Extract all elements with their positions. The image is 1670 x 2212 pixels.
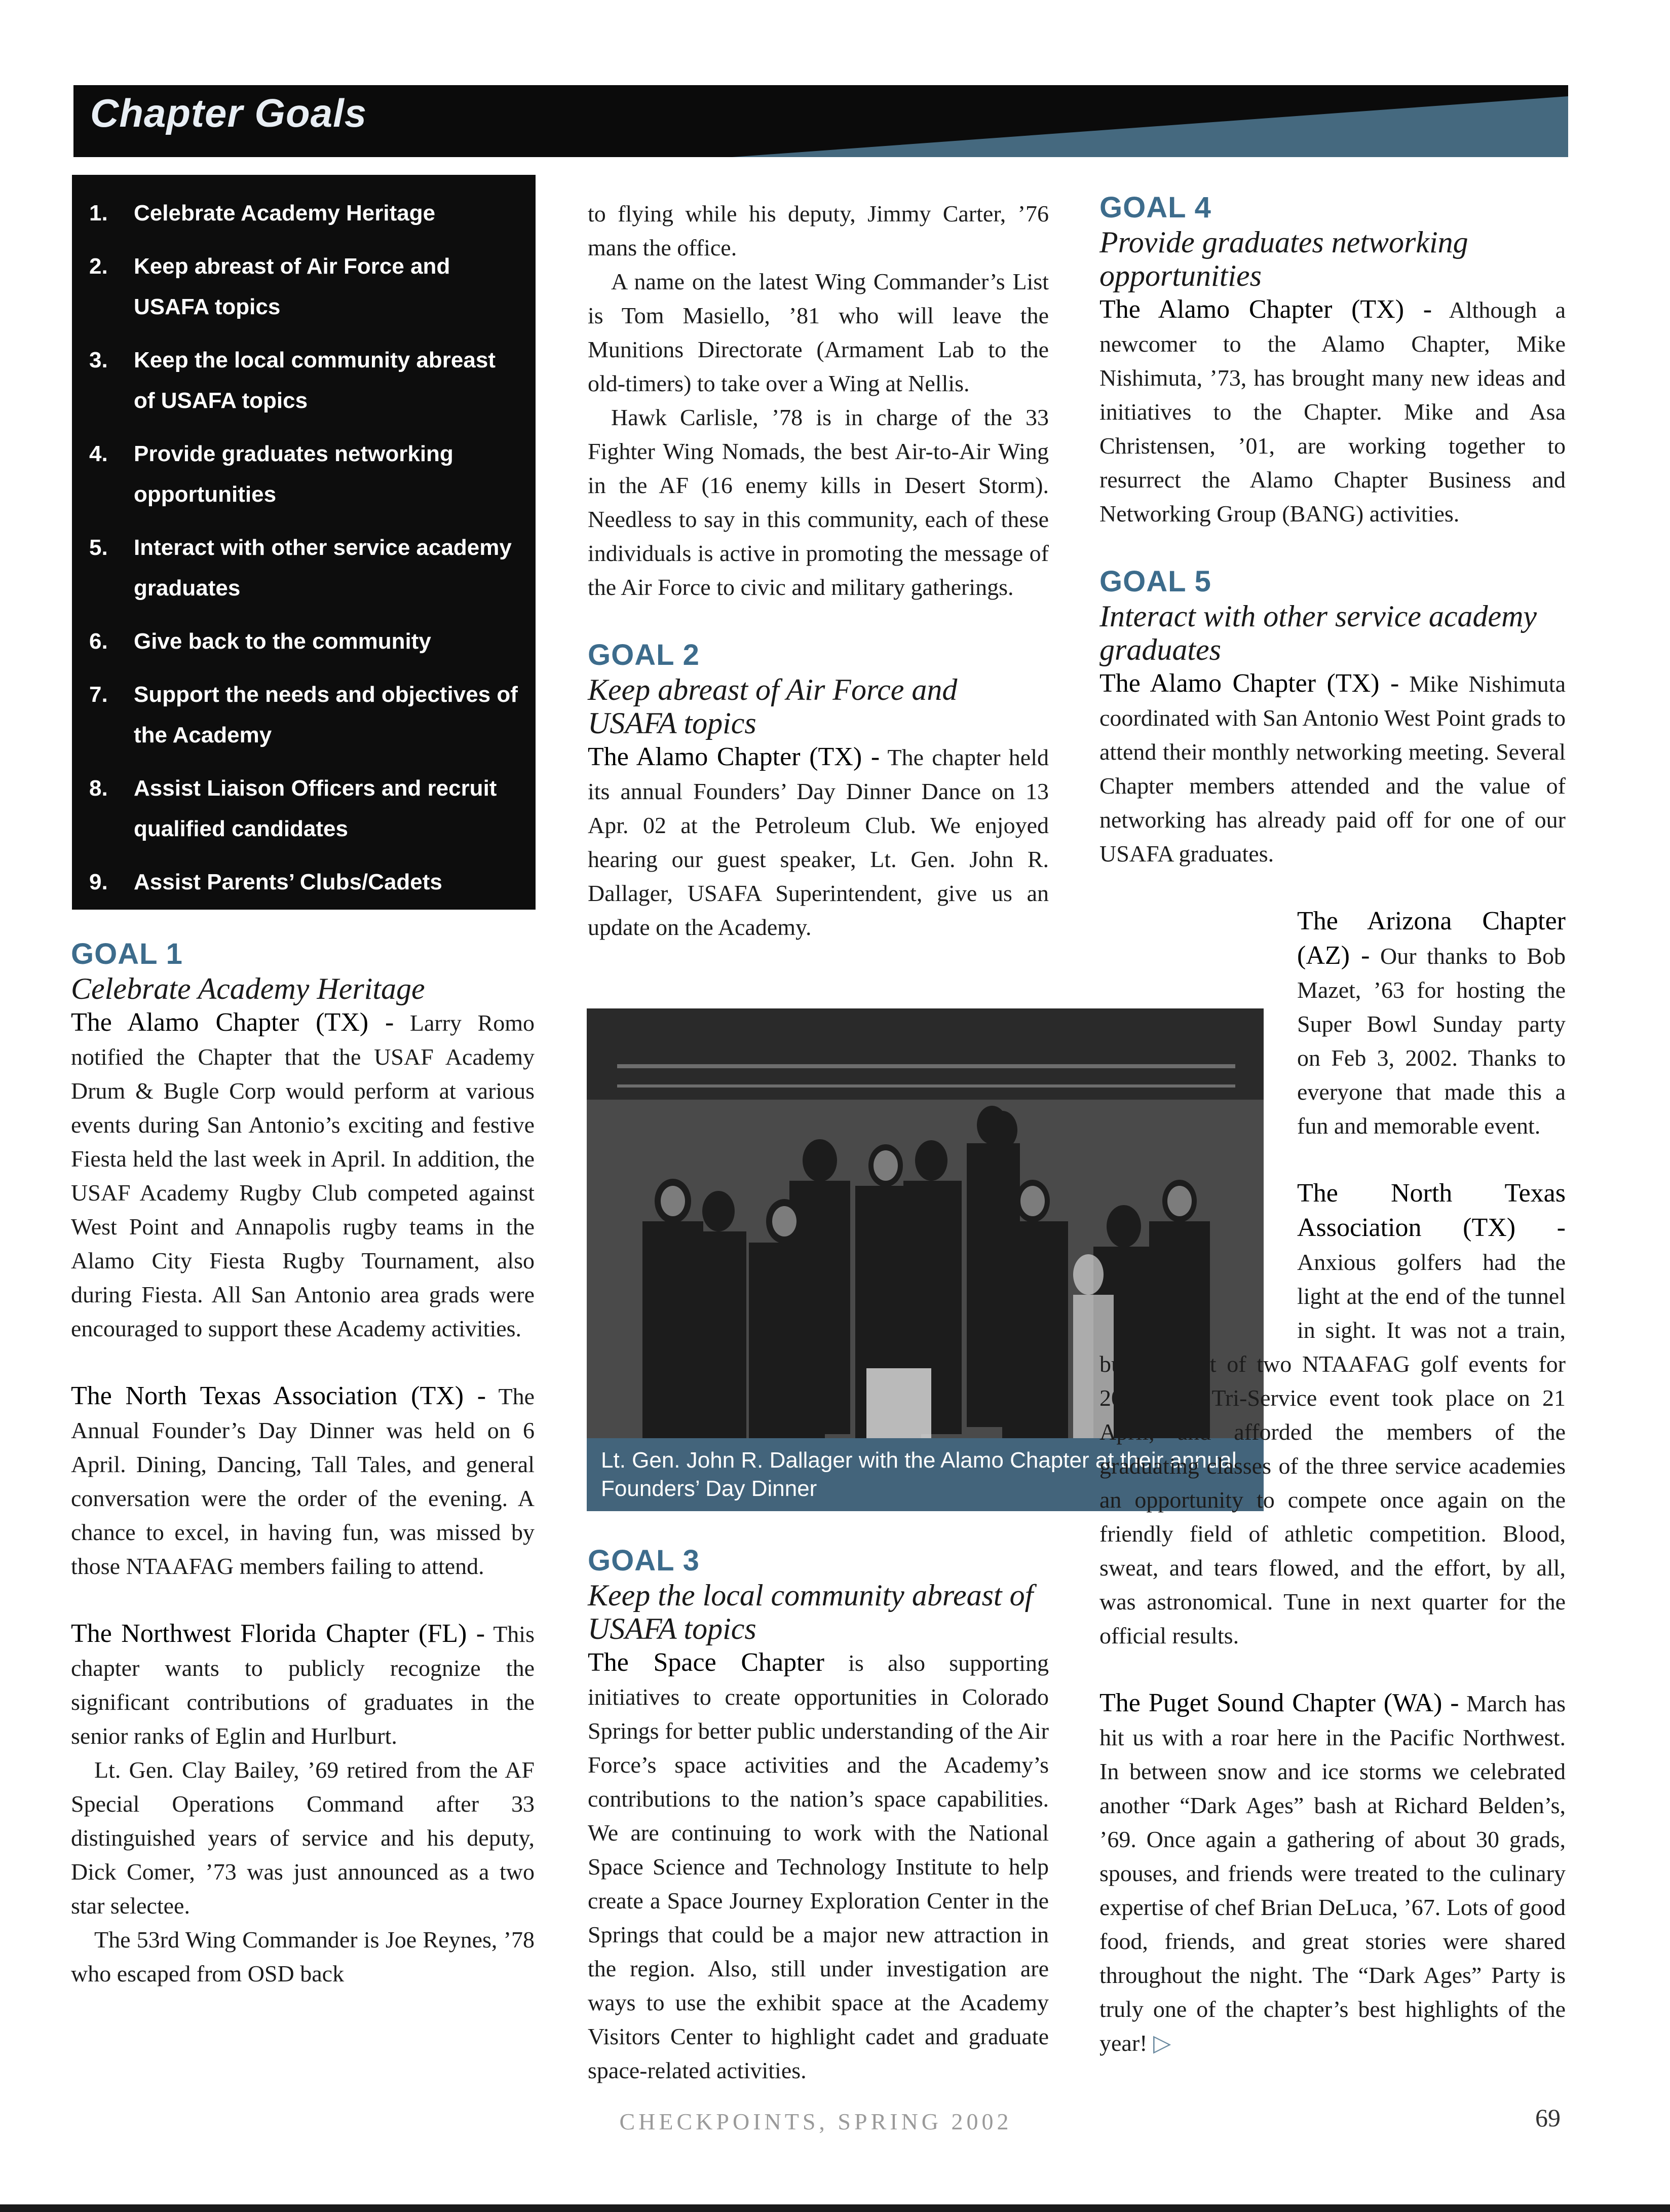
- goal-number: 1.: [89, 201, 108, 226]
- chapter-name: The North Texas Association (TX) -: [1297, 1179, 1566, 1242]
- goal-5-puget-sound-paragraph: [1099, 1686, 1566, 2060]
- paragraph-text: March has hit us with a roar here in the Pacific Northwest. In between snow and ice storms we celebrated another “Dark Ages” bash at Richard Belden’s, ’69. Once again a gathering of about 30 grads, spouses, and friends were treated to the culinary expertise of chef Brian DeLuca, ’67. Lots of good food, friends, and great stories were shared throughout the night. The “Dark Ages” Party is truly one of the chapter’s best highlights of the year!: [1099, 1691, 1566, 2056]
- goal-2-title: Keep abreast of Air Force and USAFA topics: [588, 673, 958, 740]
- goal-text: Assist Liaison Officers and recruit qualified candidates: [134, 776, 497, 841]
- chapter-name: The Alamo Chapter (TX) -: [71, 1008, 394, 1037]
- photo-caption: Lt. Gen. John R. Dallager with the Alamo Chapter at their annual Founders’ Day Dinner: [587, 1438, 1264, 1511]
- goal-number: 6.: [89, 629, 108, 654]
- goals-list-item: [87, 246, 520, 327]
- goal-2-alamo-paragraph: [588, 740, 1049, 944]
- paragraph-text: Larry Romo notified the Chapter that the USAF Academy Drum & Bugle Corp would perform at various events during San Antonio’s exciting and festive Fiesta held the last week in April. In addition, the USAF Academy Rugby Club competed against West Point and Annapolis rugby teams in the Alamo City Fiesta Rugby Tournament, also during Fiesta. All San Antonio area grads were encouraged to support these Academy activities.: [71, 1010, 535, 1341]
- paragraph-text: This chapter wants to publicly recognize the significant contributions of graduates in the senior ranks of Eglin and Hurlburt.: [71, 1621, 535, 1749]
- paragraph-text: A name on the latest Wing Commander’s List is Tom Masiello, ’81 who will leave the Munitions Directorate (Armament Lab to the old-timers) to take over a Wing at Nellis.: [588, 269, 1049, 396]
- goal-text: Keep abreast of Air Force and USAFA topics: [134, 254, 450, 319]
- paragraph-text: Mike Nishimuta coordinated with San Antonio West Point grads to attend their monthly networking meeting. Several Chapter members attended and the value of networking has already paid off for one of our USAFA graduates.: [1099, 671, 1566, 867]
- goal-4-alamo-paragraph: [1099, 292, 1566, 531]
- goal-4-label: GOAL 4: [1099, 191, 1211, 224]
- page-title: Chapter Goals: [90, 91, 367, 135]
- paragraph-text: The chapter held its annual Founders’ Day Dinner Dance on 13 Apr. 02 at the Petroleum Club. We enjoyed hearing our guest speaker, Lt. Gen. John R. Dallager, USAFA Superintendent, give us an update on the Academy.: [588, 744, 1049, 940]
- goal-text: Support the needs and objectives of the Academy: [134, 682, 518, 747]
- bottom-rule: [0, 2204, 1670, 2212]
- goal-number: 3.: [89, 348, 108, 372]
- goal-3-label: GOAL 3: [588, 1544, 700, 1577]
- goals-list-box: [72, 175, 536, 910]
- chapter-name: The Alamo Chapter (TX) -: [1099, 669, 1399, 698]
- goal-4-title: Provide graduates networking opportunities: [1099, 226, 1468, 292]
- goal-text: Provide graduates networking opportunities: [134, 441, 453, 507]
- goal-number: 8.: [89, 776, 108, 801]
- chapter-name: The Puget Sound Chapter (WA) -: [1099, 1689, 1459, 1717]
- goals-list-item: [87, 528, 520, 609]
- paragraph-text: Lt. Gen. Clay Bailey, ’69 retired from the AF Special Operations Command after 33 distinguished years of service and his deputy, Dick Comer, ’73 was just announced as a two star selectee.: [71, 1757, 535, 1919]
- paragraph-text: Although a newcomer to the Alamo Chapter, Mike Nishimuta, ’73, has brought many new ideas and initiatives to the Chapter. Mike and Asa Christensen, ’01, are working together to resurrect the Alamo Chapter Business and Networking Group (BANG) activities.: [1099, 297, 1566, 527]
- goal-1-label: GOAL 1: [71, 938, 183, 970]
- goal-text: Assist Parents’ Clubs/Cadets: [134, 870, 442, 894]
- paragraph-text: to flying while his deputy, Jimmy Carter, ’76 mans the office.: [588, 201, 1049, 260]
- page-number: 69: [1535, 2104, 1561, 2132]
- continue-arrow-icon: ▷: [1153, 2030, 1171, 2056]
- chapter-name: The Space Chapter: [588, 1648, 824, 1677]
- goal-5-title: Interact with other service academy graduates: [1099, 599, 1537, 666]
- goal-text: Keep the local community abreast of USAFA topics: [134, 348, 496, 413]
- paragraph-text: The Annual Founder’s Day Dinner was held on 6 April. Dining, Dancing, Tall Tales, and general conversation were the order of the evening. A chance to excel, in having fun, was missed by those NTAAFAG members failing to attend.: [71, 1383, 535, 1579]
- column-1: [71, 936, 535, 1991]
- paragraph-text: Anxious golfers had the light at the end of the tunnel in sight. It was not a train, but the first of two NTAAFAG golf events for 2002. The Tri-Service event took place on 21 April, and afforded the members of the graduating classes of the three service academies an opportunity to compete once again on the friendly field of athletic competition. Blood, sweat, and tears flowed, and the effort, by all, was astronomical. Tune in next quarter for the official results.: [1099, 1249, 1566, 1648]
- paragraph-text: Our thanks to Bob Mazet, ’63 for hosting the Super Bowl Sunday party on Feb 3, 2002. Thanks to everyone that made this a fun and memorable event.: [1297, 943, 1566, 1139]
- goal-1-northwest-florida-paragraph: [71, 1617, 535, 1753]
- column-3: [1099, 190, 1566, 2060]
- goals-list-item: [87, 193, 520, 234]
- goal-number: 4.: [89, 441, 108, 466]
- goal-2-label: GOAL 2: [588, 639, 700, 671]
- column-2-bottom: [588, 1543, 1049, 2087]
- chapter-name: The Arizona Chapter (AZ) -: [1297, 907, 1566, 970]
- goal-3-title: Keep the local community abreast of USAFA topics: [588, 1579, 1034, 1645]
- paragraph-text: Hawk Carlisle, ’78 is in charge of the 33 Fighter Wing Nomads, the best Air-to-Air Wing in the AF (16 enemy kills in Desert Storm). Needless to say in this community, each of these individuals is active in promoting the message of the Air Force to civic and military gatherings.: [588, 404, 1049, 600]
- goals-list-item: [87, 434, 520, 515]
- goal-number: 7.: [89, 682, 108, 707]
- goal-number: 5.: [89, 535, 108, 560]
- goal-3-space-paragraph: [588, 1645, 1049, 2087]
- goals-list-item: [87, 621, 520, 662]
- goal-5-alamo-paragraph: [1099, 666, 1566, 871]
- goal-number: 9.: [89, 870, 108, 894]
- paragraph-text: The 53rd Wing Commander is Joe Reynes, ’78 who escaped from OSD back: [71, 1927, 535, 1986]
- goals-list: [87, 193, 520, 903]
- goal-1-title: Celebrate Academy Heritage: [71, 972, 425, 1005]
- goals-list-item: [87, 674, 520, 756]
- goal-5-label: GOAL 5: [1099, 565, 1211, 598]
- chapter-name: The Alamo Chapter (TX) -: [1099, 295, 1432, 324]
- goal-1-alamo-paragraph: [71, 1005, 535, 1345]
- publication-footer: CHECKPOINTS, SPRING 2002: [619, 2109, 1012, 2134]
- goal-text: Interact with other service academy graduates: [134, 535, 512, 601]
- goal-number: 2.: [89, 254, 108, 279]
- column-2-top: [588, 197, 1049, 944]
- goal-text: Celebrate Academy Heritage: [134, 201, 436, 226]
- goal-text: Give back to the community: [134, 629, 431, 654]
- goals-list-item: [87, 340, 520, 421]
- goal-1-north-texas-paragraph: [71, 1379, 535, 1583]
- chapter-name: The Alamo Chapter (TX) -: [588, 742, 880, 771]
- goals-list-item: [87, 768, 520, 849]
- paragraph-text: is also supporting initiatives to create opportunities in Colorado Springs for better public understanding of the Air Force’s space activities and the Academy’s contributions to the nation’s space capabilities. We are continuing to work with the National Space Science and Technology Institute to help create a Space Journey Exploration Center in the Springs that could be a major new attraction in the region. Also, still under investigation are ways to use the exhibit space at the Academy Visitors Center to highlight cadet and graduate space-related activities.: [588, 1650, 1049, 2083]
- goals-list-item: [87, 862, 520, 903]
- chapter-name: The North Texas Association (TX) -: [71, 1381, 486, 1410]
- chapter-name: The Northwest Florida Chapter (FL) -: [71, 1619, 485, 1648]
